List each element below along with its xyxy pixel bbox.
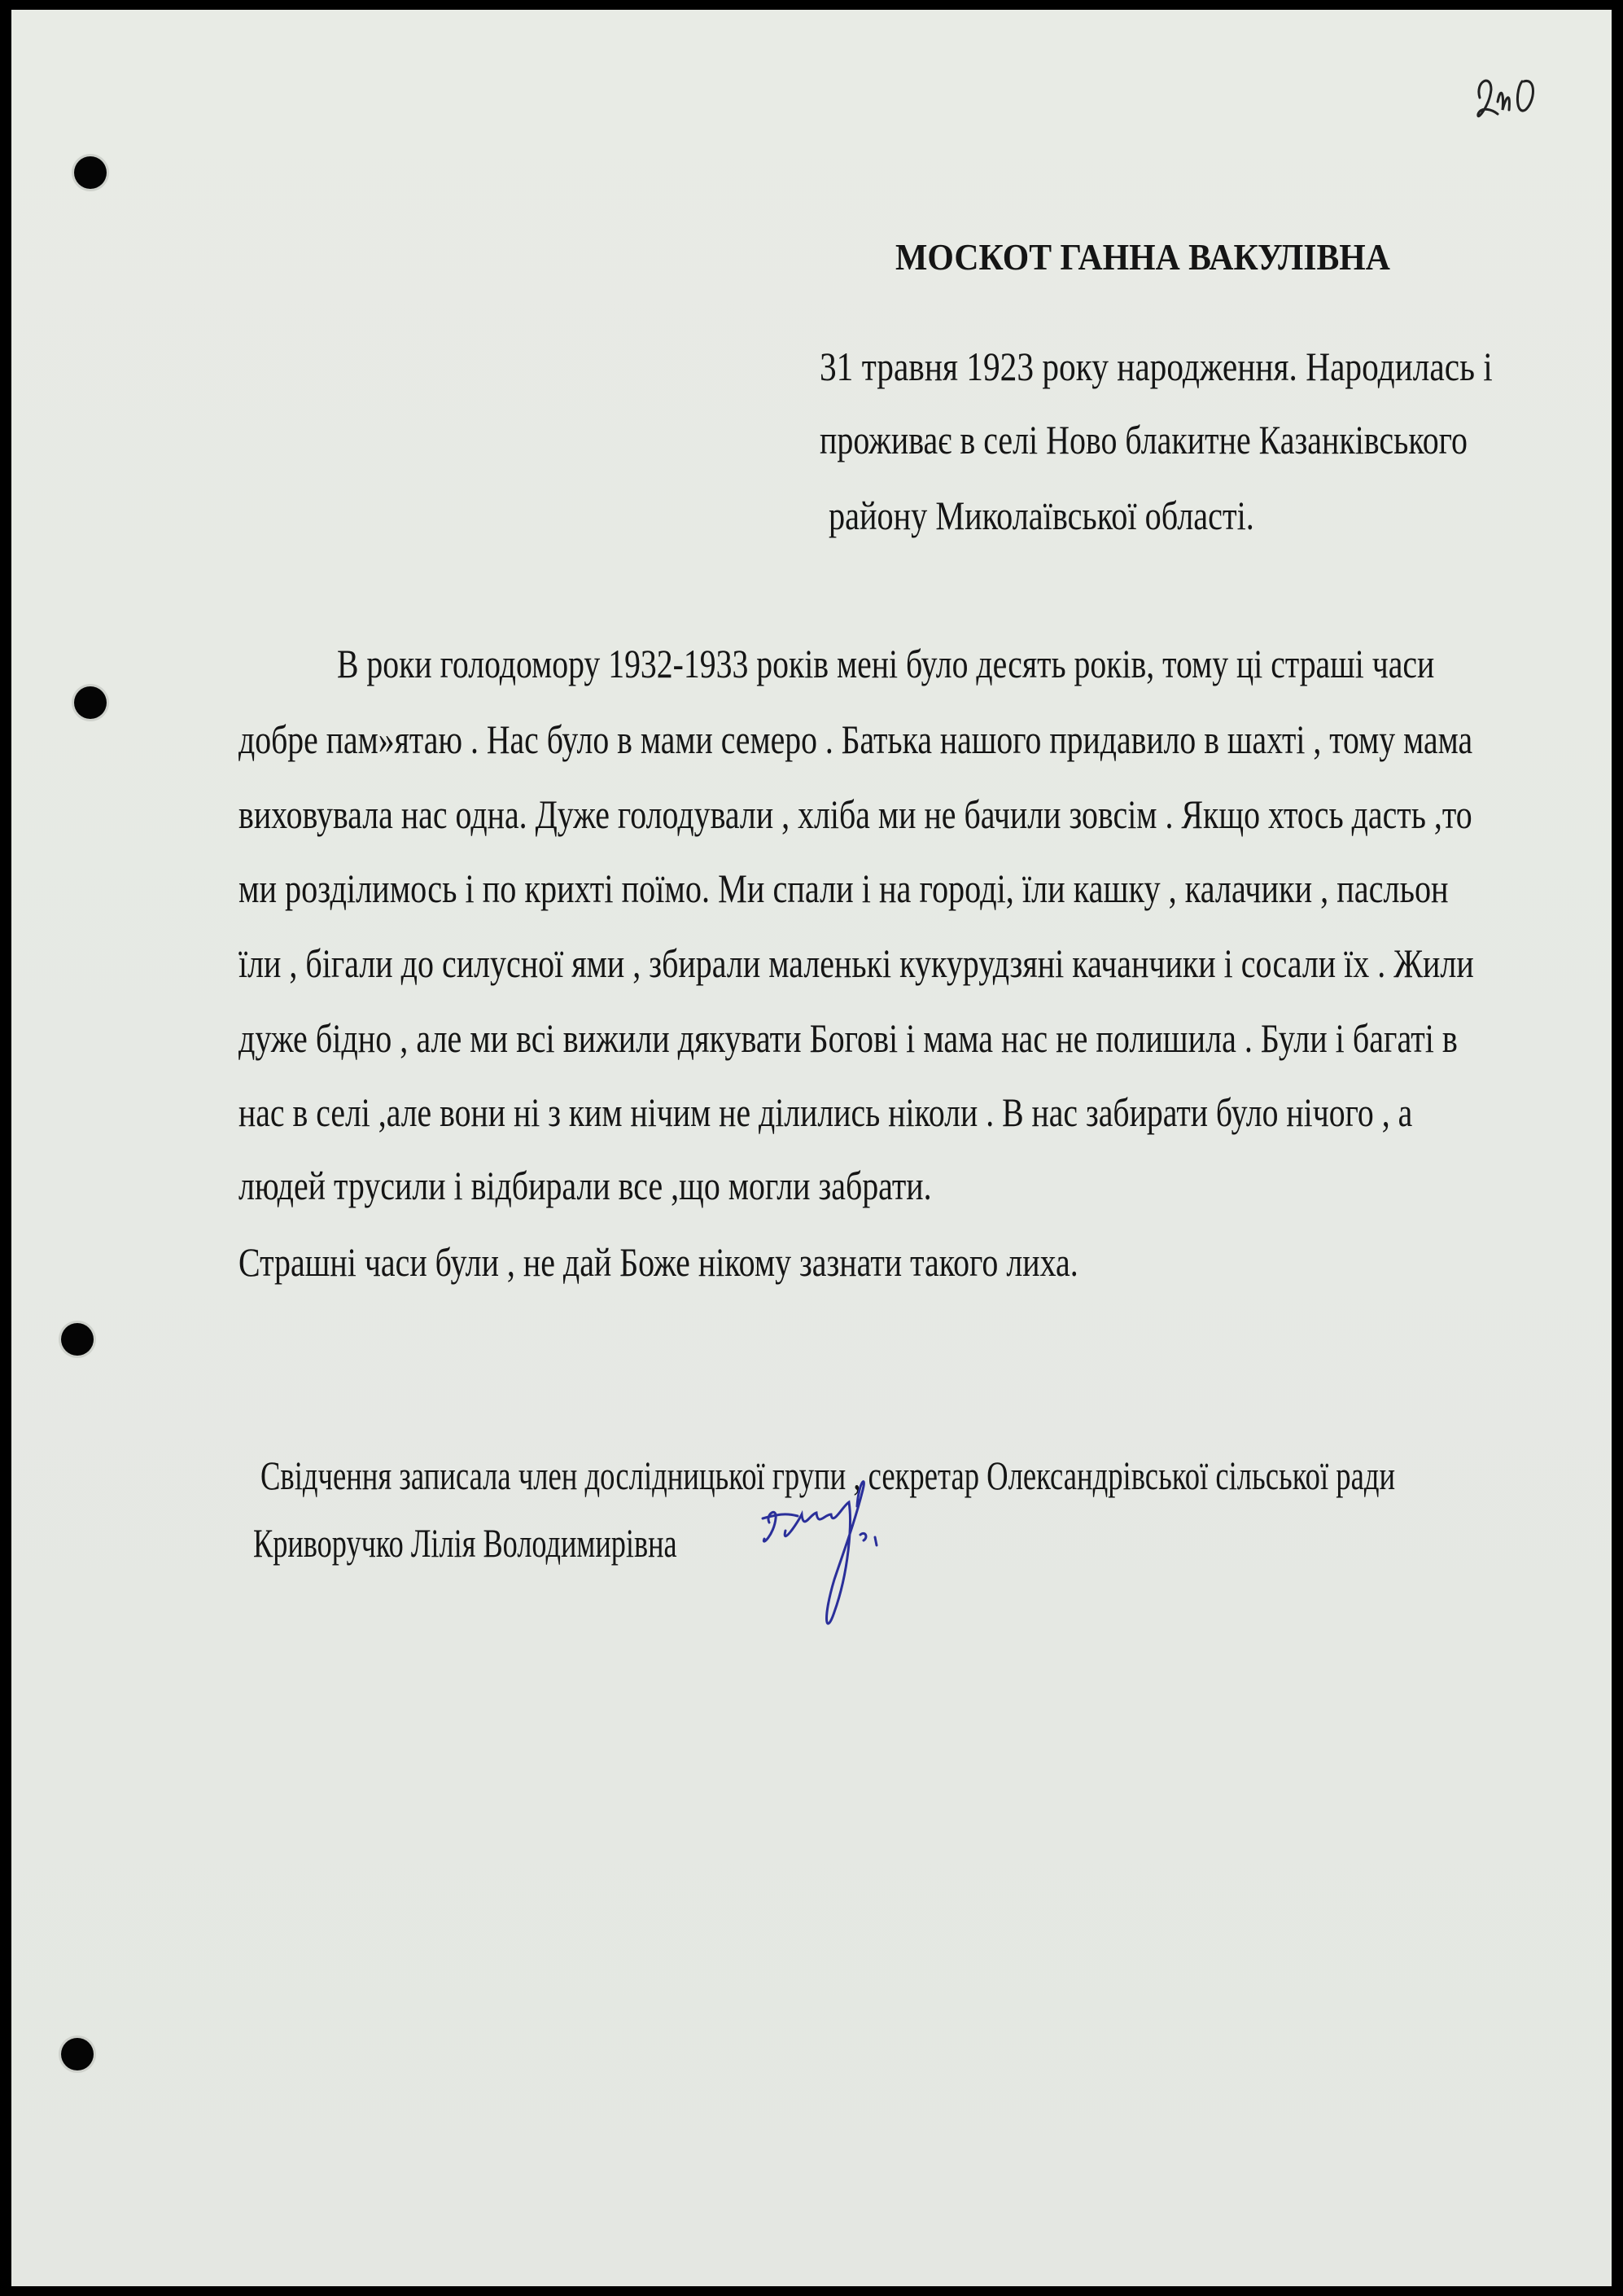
intro-line: проживає в селі Ново блакитне Казанківського — [820, 417, 1468, 462]
punch-hole — [61, 1323, 94, 1356]
body-line: нас в селі ,але вони ні з ким нічим не ділились ніколи . В нас забирати було нічого , а — [238, 1089, 1413, 1135]
body-line: їли , бігали до силусної ями , збирали маленькі кукурудзяні качанчики і сосали їх . Жили — [238, 940, 1474, 986]
body-line: ми розділимось і по крихті поїмо. Ми спали і на городі, їли кашку , калачики , пасльон — [238, 865, 1449, 911]
intro-line: району Миколаївської області. — [829, 493, 1254, 538]
document-title: МОСКОТ ГАННА ВАКУЛІВНА — [895, 236, 1390, 278]
body-line: Страшні часи були , не дай Боже нікому зазнати такого лиха. — [238, 1239, 1078, 1285]
body-line: виховувала нас одна. Дуже голодували , хліба ми не бачили зовсім . Якщо хтось дасть ,то — [238, 791, 1472, 837]
handwritten-page-number — [1473, 65, 1546, 126]
body-line: добре пам»ятаю . Нас було в мами семеро . Батька нашого придавило в шахті , тому мама — [238, 716, 1473, 762]
signature — [753, 1474, 948, 1637]
punch-hole — [61, 2038, 94, 2070]
intro-line: 31 травня 1923 року народження. Народилась і — [820, 344, 1493, 389]
punch-hole — [74, 686, 107, 719]
body-line: В роки голодомору 1932-1933 років мені було десять років, тому ці страші часи — [337, 641, 1435, 686]
punch-hole — [74, 156, 107, 189]
body-line: дуже бідно , але ми всі вижили дякувати Богові і мама нас не полишила . Були і багаті в — [238, 1015, 1458, 1061]
recorded-by-line: Свідчення записала член дослідницької групи , секретар Олександрівської сільської ради — [260, 1453, 1396, 1498]
recorder-name: Криворучко Лілія Володимирівна — [253, 1520, 677, 1566]
body-line: людей трусили і відбирали все ,що могли забрати. — [238, 1163, 932, 1208]
